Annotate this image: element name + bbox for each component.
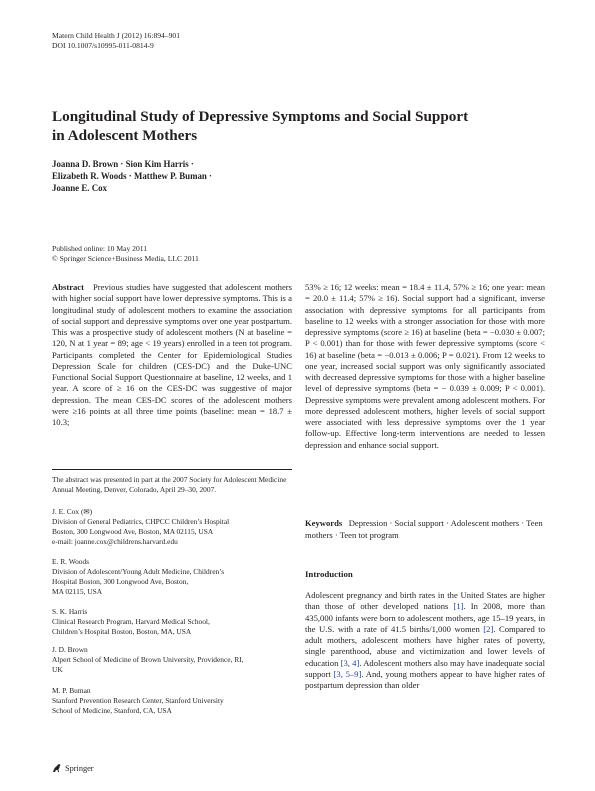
publisher-footer [52, 763, 94, 773]
intro-text: . In 2008, more than 435,000 infants were born to adolescent mothers, age 15–19 years, in the U.S. with a rate of 41.5 births/1,000 women [305, 601, 545, 634]
journal-citation: Matern Child Health J (2012) 16:894–901 [52, 31, 181, 40]
keywords-label: Keywords [305, 518, 343, 528]
keywords [305, 517, 545, 541]
footnote-divider [52, 469, 292, 470]
title-line-2: in Adolescent Mothers [52, 127, 198, 144]
affiliation-brown [52, 645, 292, 675]
author-line-3: Joanne E. Cox [52, 183, 107, 193]
affiliation-line: Stanford Prevention Research Center, Stanford University [52, 696, 224, 705]
affiliation-buman [52, 686, 292, 716]
affiliation-line: Children’s Hospital Boston, Boston, MA, USA [52, 627, 192, 636]
abstract-column-1 [52, 282, 292, 428]
abstract-label: Abstract [52, 282, 84, 292]
affiliation-name: M. P. Buman [52, 686, 91, 695]
springer-horse-icon [52, 763, 62, 773]
affiliation-name: J. D. Brown [52, 645, 88, 654]
introduction-heading: Introduction [305, 569, 353, 579]
abstract-column-2 [305, 282, 545, 451]
keywords-list: Depression · Social support · Adolescent mothers · Teen mothers · Teen tot program [305, 518, 543, 540]
abstract-text-part-1: Previous studies have suggested that adolescent mothers with higher social support have lower depressive symptoms. This is a longitudinal study of adolescent mothers to examine the association of social support and depressive symptoms over one year postpartum. This was a prospective study of adolescent mothers (N at baseline = 120, N at 1 year = 89; age < 19 years) enrolled in a teen tot program. Participants completed the Center for Epidemiological Studies Depression Scale for children (CES-DC) and the Duke-UNC Functional Social Support Questionnaire at baseline, 12 weeks, and 1 year. A score of ≥ 16 on the CES-DC was suggestive of major depression. The mean CES-DC scores of the adolescent mothers were ≥16 points at all three time points (baseline: mean = 18.7 ± 10.3; [52, 282, 293, 427]
copyright-notice: © Springer Science+Business Media, LLC 2011 [52, 254, 199, 263]
introduction-paragraph [305, 590, 545, 692]
citation-link[interactable]: [3, 5–9] [333, 669, 362, 680]
affiliation-cox [52, 507, 292, 547]
citation-link[interactable]: [2] [483, 623, 494, 634]
affiliation-line: Hospital Boston, 300 Longwood Ave, Boston, [52, 577, 189, 586]
citation-link[interactable]: [1] [453, 601, 464, 612]
author-line-2: Elizabeth R. Woods · Matthew P. Buman · [52, 171, 213, 181]
journal-header [52, 31, 352, 51]
published-date: Published online: 10 May 2011 [52, 244, 148, 253]
affiliation-line: MA 02115, USA [52, 587, 103, 596]
presentation-footnote: The abstract was presented in part at the 2007 Society for Adolescent Medicine Annual Meeting, Denver, Colorado, April 29–30, 2007. [52, 475, 287, 494]
affiliation-line: Division of General Pediatrics, CHPCC Children’s Hospital [52, 517, 230, 526]
affiliation-line: UK [52, 665, 63, 674]
author-list [52, 158, 292, 194]
publisher-name: Springer [65, 763, 94, 773]
intro-text: . Compared to adult mothers, adolescent mothers have higher rates of poverty, single parenthood, abuse and victimization and lower levels of education [305, 623, 545, 668]
doi[interactable]: DOI 10.1007/s10995-011-0814-9 [52, 41, 154, 50]
affiliation-line: Division of Adolescent/Young Adult Medicine, Children’s [52, 567, 225, 576]
publication-info [52, 244, 302, 264]
introduction-body [305, 590, 545, 692]
intro-text: Adolescent pregnancy and birth rates in the United States are higher than those of other developed nations [305, 590, 545, 612]
affiliation-name: S. K. Harris [52, 607, 88, 616]
affiliation-line: School of Medicine, Stanford, CA, USA [52, 706, 172, 715]
abstract-text-part-2: 53% ≥ 16; 12 weeks: mean = 18.4 ± 11.4, 57% ≥ 16; one year: mean = 20.0 ± 11.4; 57% ≥ 16). Social support had a significant, inverse association with depressive symptoms for all participants from baseline to 12 weeks with a stronger association for those with more depressive symptoms (score ≥ 16) at baseline (beta = −0.030 ± 0.007; P < 0.001) than for those with fewer depressive symptoms (score < 16) at baseline (beta = −0.013 ± 0.006; P = 0.021). From 12 weeks to one year, increased social support was only significantly associated with decreased depressive symptoms for those with a higher baseline level of depressive symptoms (beta = − 0.039 ± 0.009; P < 0.001). Depressive symptoms were prevalent among adolescent mothers. For more depressed adolescent mothers, higher levels of social support were associated with less depressive symptoms over the 1 year follow-up. Effective long-term interventions are needed to lessen depression and enhance social support. [305, 282, 545, 450]
affiliation-line: Alpert School of Medicine of Brown University, Providence, RI, [52, 655, 244, 664]
author-line-1: Joanna D. Brown · Sion Kim Harris · [52, 159, 194, 169]
affiliation-name: J. E. Cox (✉) [52, 507, 93, 516]
contact-email[interactable]: e-mail: joanne.cox@childrens.harvard.edu [52, 537, 178, 546]
affiliation-name: E. R. Woods [52, 557, 90, 566]
affiliation-harris [52, 607, 292, 637]
affiliation-line: Clinical Research Program, Harvard Medical School, [52, 617, 210, 626]
citation-link[interactable]: [3, 4] [340, 657, 360, 668]
intro-text: . Adolescent mothers also may have inadequate social support [305, 657, 545, 680]
title-line-1: Longitudinal Study of Depressive Symptoms and Social Support [52, 108, 469, 125]
affiliation-line: Boston, 300 Longwood Ave, Boston, MA 02115, USA [52, 527, 214, 536]
article-title [52, 107, 512, 145]
affiliation-woods [52, 557, 292, 597]
intro-text: . And, young mothers appear to have higher rates of postpartum depression than older [305, 669, 545, 691]
